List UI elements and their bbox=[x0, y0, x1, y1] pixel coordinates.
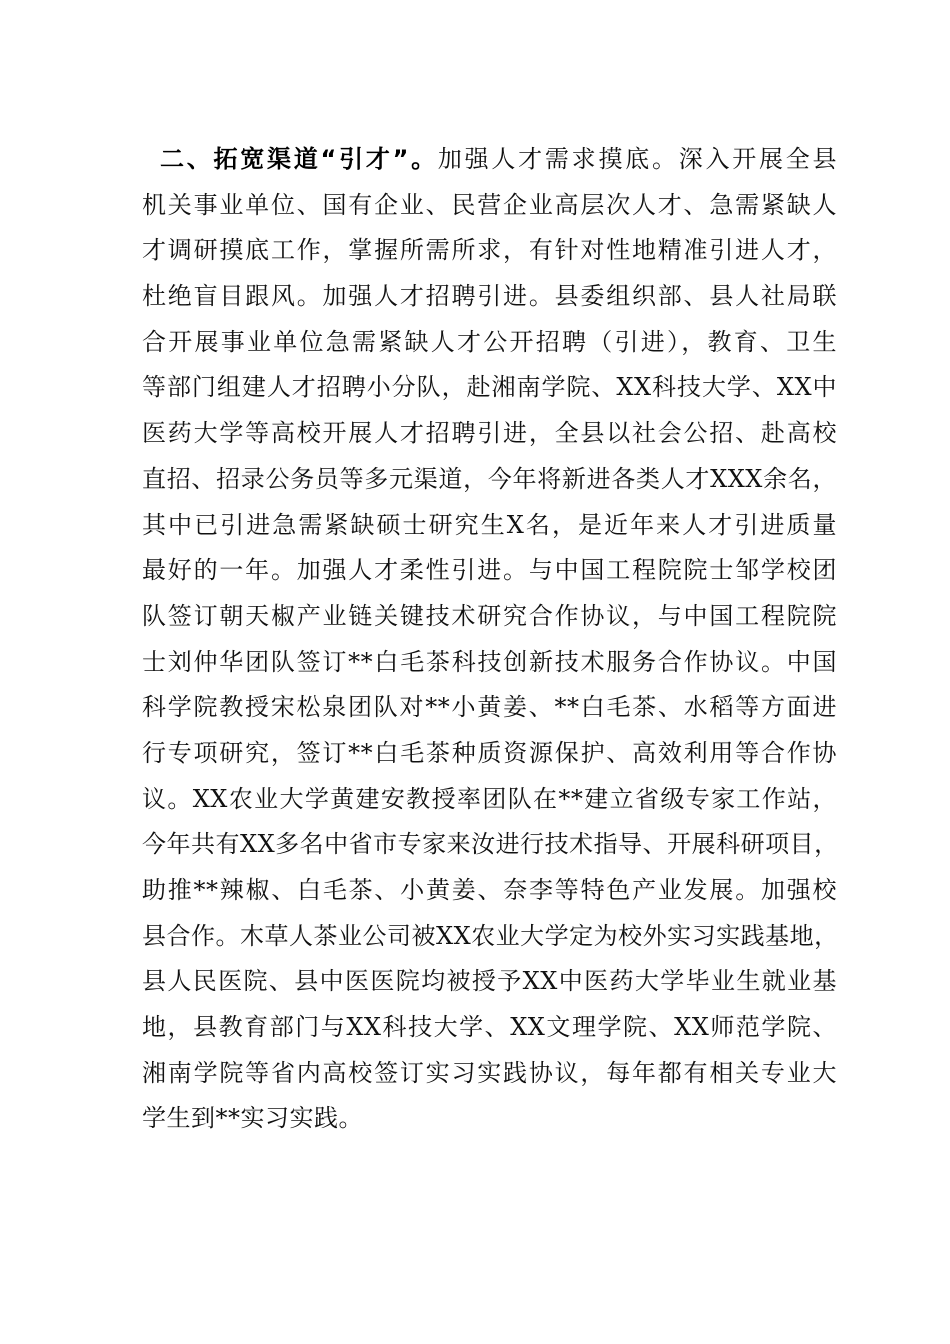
paragraph-line: 杜绝盲目跟风。加强人才招聘引进。县委组织部、县人社局联 bbox=[142, 282, 837, 311]
paragraph-line: 行专项研究，签订**白毛茶种质资源保护、高效利用等合作协 bbox=[142, 738, 837, 767]
paragraph-line: 助推**辣椒、白毛茶、小黄姜、奈李等特色产业发展。加强校 bbox=[142, 876, 837, 904]
paragraph-line: 才调研摸底工作，掌握所需所求，有针对性地精准引进人才， bbox=[142, 236, 837, 265]
paragraph-line-last: 学生到**实习实践。 bbox=[142, 1104, 363, 1133]
paragraph-line: 地，县教育部门与XX科技大学、XX文理学院、XX师范学院、 bbox=[142, 1013, 837, 1042]
paragraph-line-1 bbox=[142, 137, 837, 183]
paragraph-line: 合开展事业单位急需紧缺人才公开招聘（引进），教育、卫生 bbox=[142, 327, 837, 356]
paragraph-line: 直招、招录公务员等多元渠道，今年将新进各类人才XXX余名， bbox=[142, 464, 837, 493]
paragraph-line: 科学院教授宋松泉团队对**小黄姜、**白毛茶、水稻等方面进 bbox=[142, 693, 837, 722]
paragraph-line: 今年共有XX多名中省市专家来汝进行技术指导、开展科研项目， bbox=[142, 830, 839, 859]
paragraph-line: 湘南学院等省内高校签订实习实践协议，每年都有相关专业大 bbox=[142, 1058, 837, 1087]
paragraph-line: 县合作。木草人茶业公司被XX农业大学定为校外实习实践基地， bbox=[142, 921, 839, 950]
paragraph-line-1-text: 加强人才需求摸底。深入开展全县 bbox=[437, 145, 838, 173]
paragraph-line: 最好的一年。加强人才柔性引进。与中国工程院院士邹学校团 bbox=[142, 556, 837, 585]
paragraph-line: 士刘仲华团队签订**白毛茶科技创新技术服务合作协议。中国 bbox=[142, 647, 837, 676]
paragraph-line: 议。XX农业大学黄建安教授率团队在**建立省级专家工作站， bbox=[142, 784, 837, 813]
body-paragraph bbox=[142, 137, 837, 1142]
paragraph-line: 县人民医院、县中医医院均被授予XX中医药大学毕业生就业基 bbox=[142, 967, 837, 996]
paragraph-line: 机关事业单位、国有企业、民营企业高层次人才、急需紧缺人 bbox=[142, 190, 837, 219]
paragraph-line: 医药大学等高校开展人才招聘引进，全县以社会公招、赴高校 bbox=[142, 419, 837, 448]
paragraph-line: 其中已引进急需紧缺硕士研究生X名，是近年来人才引进质量 bbox=[142, 510, 837, 539]
section-heading: 二、拓宽渠道“引才”。 bbox=[160, 145, 438, 173]
paragraph-line: 等部门组建人才招聘小分队，赴湘南学院、XX科技大学、XX中 bbox=[142, 373, 837, 402]
paragraph-line: 队签订朝天椒产业链关键技术研究合作协议，与中国工程院院 bbox=[142, 601, 837, 630]
